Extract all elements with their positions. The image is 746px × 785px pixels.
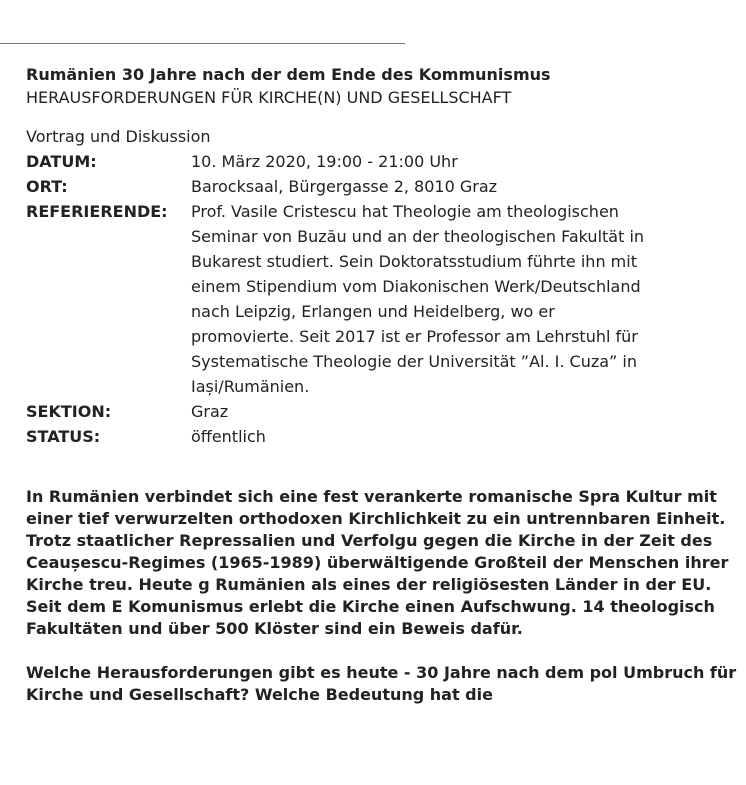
event-title: Rumänien 30 Jahre nach der dem Ende des Kommunismus xyxy=(26,65,551,84)
event-type: Vortrag und Diskussion xyxy=(26,127,211,146)
detail-label: ORT: xyxy=(26,177,68,196)
event-subtitle: HERAUSFORDERUNGEN FÜR KIRCHE(N) UND GESELLSCHAFT xyxy=(26,88,512,107)
detail-label: SEKTION: xyxy=(26,402,112,421)
detail-label: DATUM: xyxy=(26,152,97,171)
detail-label: STATUS: xyxy=(26,427,101,446)
detail-value: Barocksaal, Bürgergasse 2, 8010 Graz xyxy=(191,177,498,196)
detail-value: Prof. Vasile Cristescu hat Theologie am theologischen Seminar von Buzău und an der theologischen Fakultät in Bukarest studiert. Sein Doktoratsstudium führte ihn mit einem Stipendium vom Diakonischen Werk/Deutschland nach Leipzig, Erlangen und Heidelberg, wo er promovierte. Seit 2017 ist er Professor am Lehrstuhl für Systematische Theologie der Universität ”Al. I. Cuza” in Iași/Rumänien. xyxy=(191,202,645,396)
event-article xyxy=(26,62,746,728)
description-paragraph: In Rumänien verbindet sich eine fest verankerte romanische Spra Kultur mit einer tief verwurzelten orthodoxen Kirchlichkeit zu ein untrennbaren Einheit. Trotz staatlicher Repressalien und Verfolgu gegen die Kirche in der Zeit des Ceaușescu-Regimes (1965-1989) überwältigende Großteil der Menschen ihrer Kirche treu. Heute g Rumänien als eines der religiösesten Länder in der EU. Seit dem E Komunismus erlebt die Kirche einen Aufschwung. 14 theologisch Fakultäten und über 500 Klöster sind ein Beweis dafür. xyxy=(26,487,729,638)
description-paragraph: Welche Herausforderungen gibt es heute - 30 Jahre nach dem pol Umbruch für Kirche und Gesellschaft? Welche Bedeutung hat die xyxy=(26,663,737,704)
detail-value: Graz xyxy=(191,402,229,421)
detail-row-date xyxy=(26,149,646,174)
event-details-table xyxy=(26,149,646,449)
top-divider xyxy=(0,43,405,44)
detail-row-location xyxy=(26,174,646,199)
detail-value: 10. März 2020, 19:00 - 21:00 Uhr xyxy=(191,152,458,171)
event-description xyxy=(26,486,746,706)
detail-row-section xyxy=(26,399,646,424)
detail-row-speakers xyxy=(26,199,646,399)
detail-value: öffentlich xyxy=(191,427,266,446)
detail-row-status xyxy=(26,424,646,449)
detail-label: REFERIERENDE: xyxy=(26,202,168,221)
